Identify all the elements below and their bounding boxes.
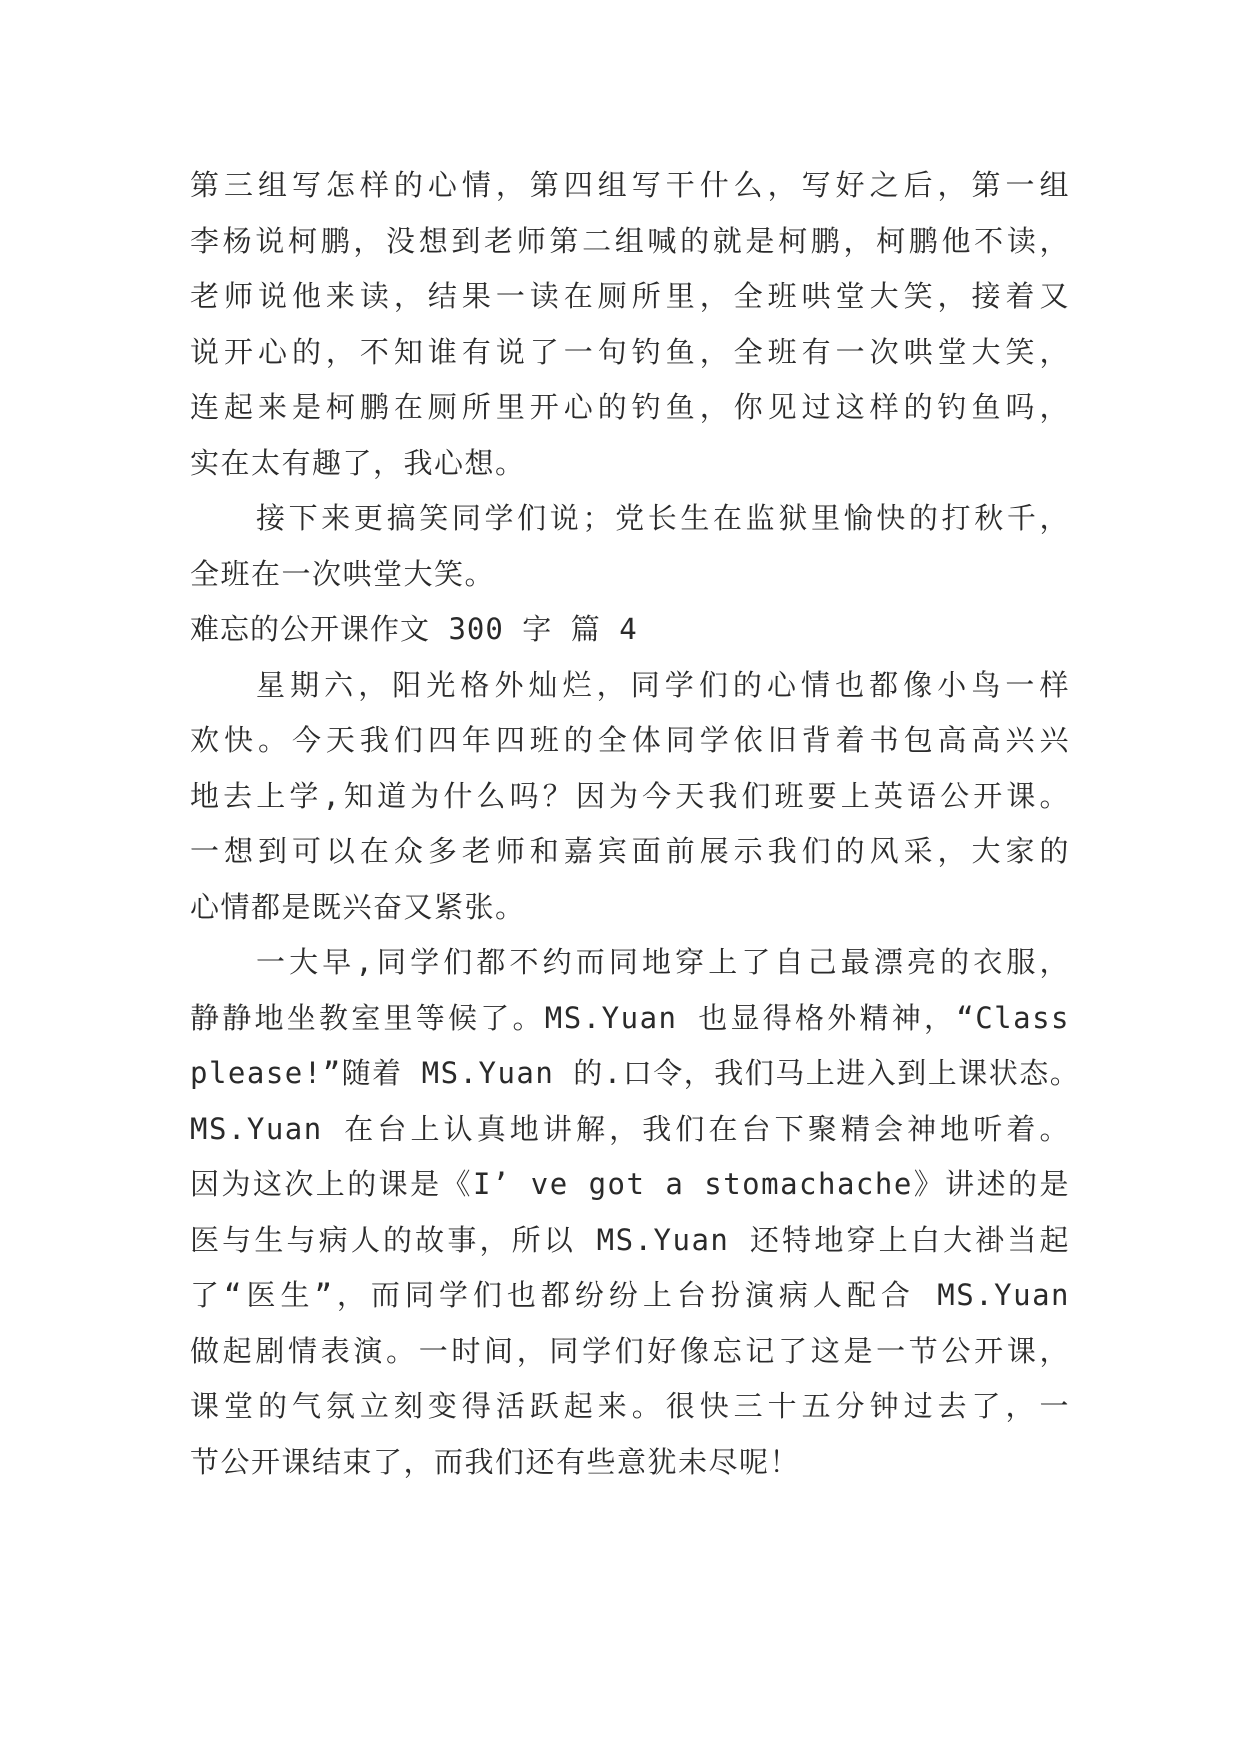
text-line: 实在太有趣了，我心想。 [190,445,526,480]
text-line: 全班在一次哄堂大笑。 [190,556,496,591]
text-line: 老师说他来读，结果一读在厕所里，全班哄堂大笑，接着又 [190,279,1070,313]
text-line: 第三组写怎样的心情，第四组写干什么，写好之后，第一组 [190,168,1070,202]
text-line: 了“医生”，而同学们也都纷纷上台扮演病人配合 MS.Yuan [190,1278,1070,1312]
paragraph-first-line: 一大早,同学们都不约而同地穿上了自己最漂亮的衣服， [256,945,1070,979]
text-line: 一想到可以在众多老师和嘉宾面前展示我们的风采，大家的 [190,834,1070,868]
text-line: 静静地坐教室里等候了。MS.Yuan 也显得格外精神，“Class [190,1000,1070,1035]
text-line: 心情都是既兴奋又紧张。 [190,889,526,924]
text-line: 欢快。今天我们四年四班的全体同学依旧背着书包高高兴兴 [190,723,1070,757]
text-line: 医与生与病人的故事，所以 MS.Yuan 还特地穿上白大褂当起 [190,1222,1070,1257]
section-heading: 难忘的公开课作文 300 字 篇 4 [190,612,638,646]
text-line: 李杨说柯鹏，没想到老师第二组喊的就是柯鹏，柯鹏他不读， [190,223,1070,258]
text-line: 节公开课结束了，而我们还有些意犹未尽呢！ [190,1444,801,1479]
paragraph-first-line: 星期六，阳光格外灿烂，同学们的心情也都像小鸟一样 [256,667,1070,702]
text-line: 说开心的，不知谁有说了一句钓鱼，全班有一次哄堂大笑， [190,334,1070,369]
essay-text [190,158,1081,1490]
text-line: 课堂的气氛立刻变得活跃起来。很快三十五分钟过去了，一 [190,1389,1070,1423]
text-line: please!”随着 MS.Yuan 的.口令，我们马上进入到上课状态。 [190,1056,1081,1090]
text-line: 因为这次上的课是《I’ ve got a stomachache》讲述的是 [190,1167,1070,1201]
text-line: 地去上学,知道为什么吗？因为今天我们班要上英语公开课。 [190,778,1070,813]
paragraph-first-line: 接下来更搞笑同学们说；党长生在监狱里愉快的打秋千， [256,501,1070,535]
text-line: 连起来是柯鹏在厕所里开心的钓鱼，你见过这样的钓鱼吗， [190,390,1070,424]
text-line: MS.Yuan 在台上认真地讲解，我们在台下聚精会神地听着。 [190,1111,1070,1146]
text-line: 做起剧情表演。一时间，同学们好像忘记了这是一节公开课， [190,1333,1070,1368]
